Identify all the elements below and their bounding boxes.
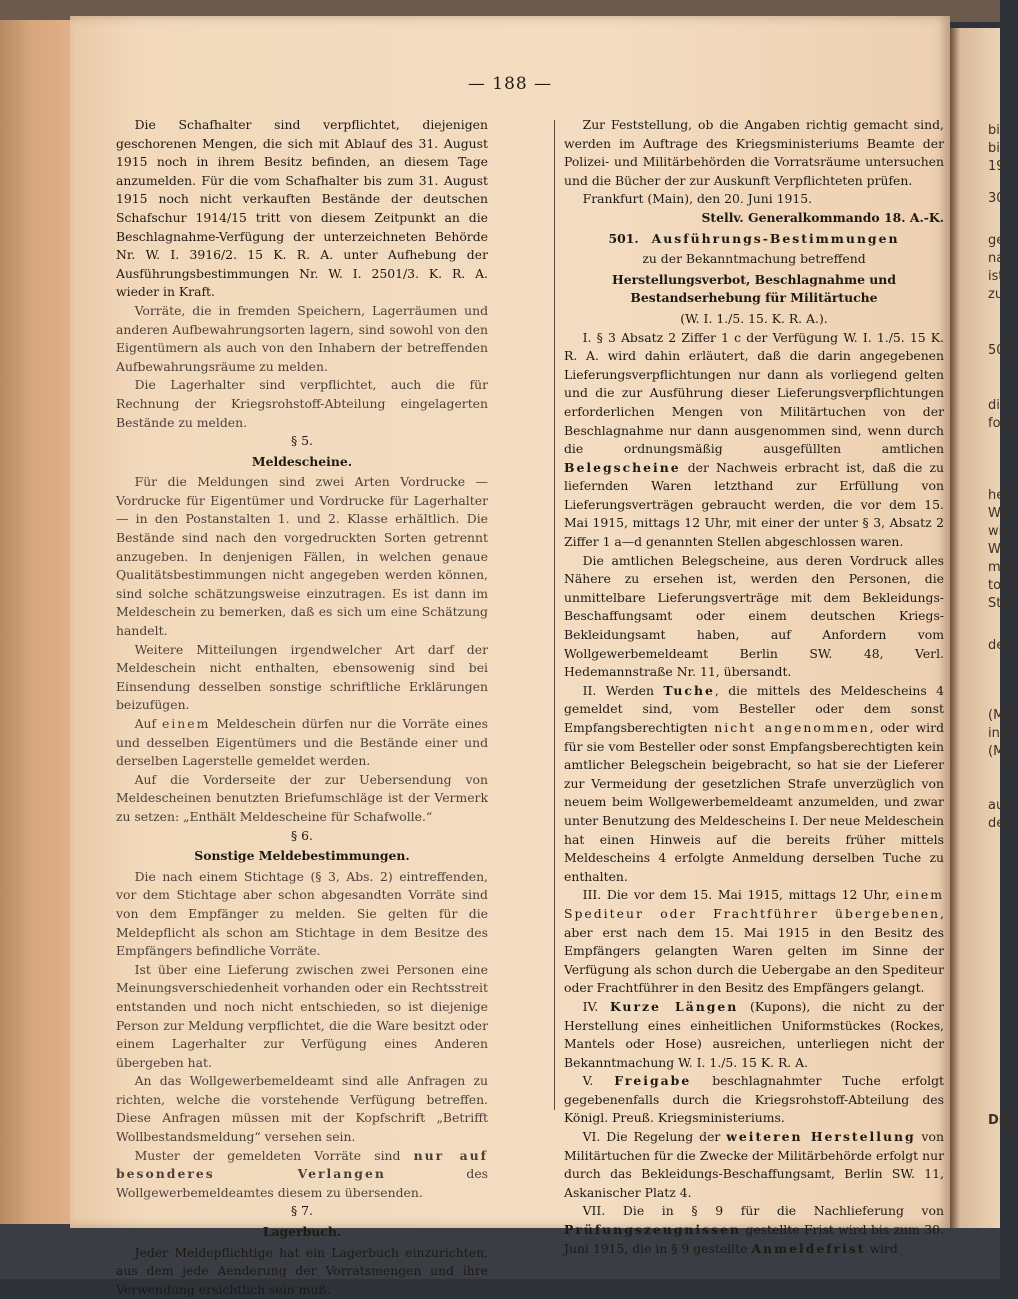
next-page-fragment: (Mu: [988, 744, 1013, 759]
paragraph: Die Lagerhalter sind verpflichtet, auch die für Rechnung der Kriegsrohstoff-Abteilung eingelagerten Bestände zu melden.: [116, 377, 488, 430]
paragraph: Die Schafhalter sind verpflichtet, diejenigen geschorenen Mengen, die sich mit Ablauf des 31. August 1915 noch in ihrem Besitz befinden, an diesem Tage anzumelden. Für die vom Schafhalter bis zum 31. August 1915 noch nicht verkauften Bestände der deutschen Schafschur 1914/15 tritt von diesem Zeitpunkt an die Beschlagnahme-Verfügung der unterzeichneten Behörde Nr. W. I. 3916/2. 15 K. R. A. unter Aufhebung der Ausführungsbestimmungen Nr. W. I. 2501/3. K. R. A. wieder in Kraft.: [116, 117, 488, 300]
paragraph: Ist über eine Lieferung zwischen zwei Personen eine Meinungsverschiedenheit vorhanden oder ein Rechtsstreit entstanden und noch nicht entschieden, so ist diejenige Person zur Meldung verpflichtet, die die Ware besitzt oder einem Lagerhalter zur Verfügung eines Anderen übergeben hat.: [116, 961, 488, 1070]
book-spine: [0, 20, 78, 1230]
paragraph: Zur Feststellung, ob die Angaben richtig gemacht sind, werden im Auftrage des Kriegsministeriums Beamte der Polizei- und Militärbehörden die Vorratsräume untersuchen und die Bücher der zur Auskunft Verpflichteten prüfen.: [564, 117, 944, 188]
next-page-edge: [950, 28, 1018, 1228]
next-page-fragment: wie: [988, 524, 1011, 539]
paragraph: Muster der gemeldeten Vorräte sind nur auf besonderes Verlangen des Wollgewerbemeldeamtes diesem zu übersenden.: [116, 1147, 489, 1200]
paragraph: V. Freigabe beschlagnahmter Tuche erfolgt gegebenenfalls durch die Kriegsrohstoff-Abteilung des Königl. Preuß. Kriegsministeriums.: [564, 1073, 944, 1126]
page-number: — 188 —: [467, 74, 553, 94]
column-divider: [554, 120, 555, 1110]
next-page-fragment: Wir: [988, 506, 1010, 521]
section-number: § 5.: [291, 433, 313, 449]
signature: Stellv. Generalkommando 18. A.-K.: [701, 209, 944, 225]
paragraph: Jeder Meldepflichtige hat ein Lagerbuch einzurichten, aus dem jede Aenderung der Vorratsmengen und ihre Verwendung ersichtlich sein muß.: [116, 1244, 488, 1297]
entry-title: Ausführungs-Bestimmungen: [651, 230, 900, 246]
paragraph: Die amtlichen Belegscheine, aus deren Vordruck alles Nähere zu ersehen ist, werden den Personen, die unmittelbare Lieferungsverträge mit dem Bekleidungs-Beschaffungsamt oder einem deutschen Kriegs-Bekleidungsamt haben, auf Anfordern vom Wollgewerbemeldeamt Berlin SW. 48, Verl. Hedemannstraße Nr. 11, übersandt.: [564, 552, 944, 680]
section-heading: Meldescheine.: [251, 453, 353, 469]
right-column: [564, 116, 944, 1258]
next-page-fragment: 30: [988, 191, 1005, 206]
next-page-fragment: toffe: [988, 578, 1018, 593]
paragraph: IV. Kurze Längen (Kupons), die nicht zu der Herstellung eines einheitlichen Uniformstückes (Rockes, Mantels oder Hose) ausreichen, unterliegen nicht der Bekanntmachung W. I. 1./5. 15 K. R. A.: [564, 998, 944, 1070]
next-page-fragment: 19: [988, 159, 1005, 174]
next-page-fragment: Wir: [988, 542, 1010, 557]
next-page-fragment: Stel: [988, 596, 1013, 611]
paragraph: VII. Die in § 9 für die Nachlieferung von Prüfungszeugnissen gestellte Frist wird bis zum 30. Juni 1915, die in § 9 gestellte Anmeldefrist wird: [564, 1203, 944, 1256]
section-heading: Lagerbuch.: [262, 1224, 342, 1240]
paragraph: III. Die vor dem 15. Mai 1915, mittags 12 Uhr, einem Spediteur oder Frachtführer übergebenen, aber erst nach dem 15. Mai 1915 in den Besitz des Empfängers gelangten Waren gelten im Sinne der Verfügung als schon durch die Uebergabe an den Spediteur oder Frachtführer in den Besitz des Empfängers gelangt.: [564, 887, 944, 996]
paragraph: VI. Die Regelung der weiteren Herstellung von Militärtuchen für die Zwecke der Militärbehörde erfolgt nur durch das Bekleidungs-Beschaffungsamt, Berlin SW. 11, Askanischer Platz 4.: [564, 1129, 944, 1200]
entry-reference: (W. I. 1./5. 15. K. R. A.).: [680, 310, 828, 326]
next-page-fragment: zu: [988, 287, 1004, 302]
paragraph: I. § 3 Absatz 2 Ziffer 1 c der Verfügung W. I. 1./5. 15 K. R. A. wird dahin erläutert, daß die darin angegebenen Lieferungsverpflichtungen nur dann als vorliegend gelten und die zur Ausführung dieser Lieferungsverpflichtungen erforderlichen Mengen von Militärtuchen von der Beschlagnahme nur dann ausgenommen sind, wenn durch die ordnungsmäßig ausgefüllten amtlichen Belegscheine der Nachweis erbracht ist, daß die zu liefernden Waren letzthand zur Erfüllung von Lieferungsverträgen gebraucht werden, die vor dem 15. Mai 1915, mittags 12 Uhr, mit einer der unter § 3, Absatz 2 Ziffer 1 a—d genannten Stellen abgeschlossen waren.: [564, 329, 944, 550]
paragraph: Für die Meldungen sind zwei Arten Vordrucke — Vordrucke für Eigentümer und Vordrucke für Lagerhalter — in den Postanstalten 1. und 2. Klasse erhältlich. Die Bestände sind nach den vorgedruckten Sorten getrennt anzugeben. In denjenigen Fällen, in welchen genaue Qualitätsbestimmungen nicht angegeben werden können, sind solche schätzungsweise einzutragen. Es ist dann im Meldeschein zu bemerken, daß es sich um eine Schätzung handelt.: [116, 474, 488, 639]
next-page-fragment: 502: [988, 343, 1013, 358]
next-page-fragment: (Mu: [988, 708, 1013, 723]
paragraph: II. Werden Tuche, die mittels des Meldescheins 4 gemeldet sind, vom Besteller oder dem sonst Empfangsberechtigten nicht angenommen, oder wird für sie vom Besteller oder sonst Empfangsberechtigten kein amtlicher Belegschein beigebracht, so hat sie der Lieferer zur Vermeidung der gesetzlichen Strafe unverzüglich von neuem beim Wollgewerbemeldeamt anzumelden, und zwar unter Benutzung des Meldescheins I. Der neue Meldeschein hat einen Hinweis auf die bereits früher mittels Meldescheins 4 erfolgte Anmeldung derselben Tuche zu enthalten.: [564, 682, 945, 884]
paragraph: Auf einem Meldeschein dürfen nur die Vorräte eines und desselben Eigentümers und die Bestände einer und derselben Lagerstelle gemeldet werden.: [116, 716, 489, 769]
next-page-fragment: bi: [988, 141, 1000, 156]
section-number: § 7.: [291, 1203, 313, 1219]
next-page-fragment: na: [988, 251, 1005, 266]
section-number: § 6.: [291, 827, 313, 843]
next-page-fragment: inwi: [988, 726, 1015, 741]
next-page-fragment: ist: [988, 269, 1004, 284]
paragraph: Vorräte, die in fremden Speichern, Lagerräumen und anderen Aufbewahrungsorten lagern, sind sowohl von den Eigentümern als auch von den Inhabern der betreffenden Aufbewahrungsräume zu melden.: [116, 302, 488, 374]
entry-subtitle-bold: Herstellungsverbot, Beschlagnahme und Bestandserhebung für Militärtuche: [612, 271, 896, 306]
next-page-fragment: bi: [988, 123, 1000, 138]
left-column: [116, 116, 488, 1299]
next-page-fragment: mer: [988, 560, 1015, 575]
next-page-fragment: der: [988, 638, 1010, 653]
place-date: Frankfurt (Main), den 20. Juni 1915.: [582, 191, 813, 207]
next-page-fragment: auf: [988, 798, 1009, 813]
entry-number: 501.: [608, 230, 639, 246]
next-page-fragment: die: [988, 398, 1008, 413]
document-page: [70, 16, 950, 1297]
entry-heading: [564, 230, 944, 249]
next-page-fragment: hebr: [988, 488, 1018, 503]
next-page-fragment: der: [988, 816, 1010, 831]
paragraph: An das Wollgewerbemeldeamt sind alle Anfragen zu richten, welche die vorstehende Verfügung betreffen. Diese Anfragen müssen mit der Kopfschrift „Betrifft Wollbestandsmeldung“ versehen sein.: [116, 1073, 488, 1145]
entry-subtitle: zu der Bekanntmachung betreffend: [642, 251, 866, 267]
next-page-fragment: ge: [988, 233, 1005, 248]
next-page-fragment: folg: [988, 416, 1013, 431]
paragraph: Weitere Mitteilungen irgendwelcher Art darf der Meldeschein nicht enthalten, ebensowenig sind bei Einsendung desselben sonstige schriftliche Erklärungen beizufügen.: [116, 641, 488, 713]
next-page-fragment: Dru: [988, 1113, 1015, 1128]
paragraph: Die nach einem Stichtage (§ 3, Abs. 2) eintreffenden, vor dem Stichtage aber schon abgesandten Vorräte sind von dem Empfänger zu melden. Sie gelten für die Meldepflicht als schon am Stichtage in dem Besitze des Empfängers befindliche Vorräte.: [116, 868, 488, 959]
section-heading: Sonstige Meldebestimmungen.: [194, 848, 410, 864]
paragraph: Auf die Vorderseite der zur Uebersendung von Meldescheinen benutzten Briefumschläge ist der Vermerk zu setzen: „Enthält Meldescheine für Schafwolle.“: [116, 771, 488, 824]
